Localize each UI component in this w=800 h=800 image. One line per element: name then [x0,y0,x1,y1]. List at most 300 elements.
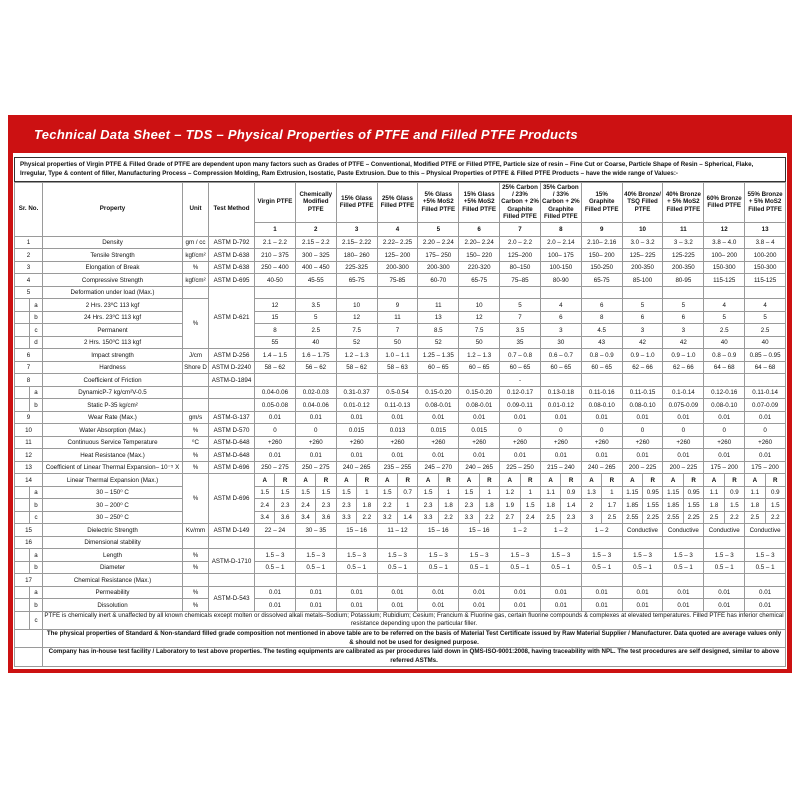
value-cell: 1.2 [500,486,520,499]
value-cell: 0.01 [377,449,418,462]
table-row [15,599,786,612]
value-cell: 0.01 [745,411,786,424]
annealed-header: A [418,474,438,487]
unannealed-header: R [438,474,458,487]
value-cell: 1.5 – 3 [336,549,377,562]
sr-letter: a [30,299,43,312]
value-cell: 115-125 [704,274,745,287]
unit-cell [183,399,209,412]
sr-letter: b [30,499,43,512]
unannealed-header: R [520,474,540,487]
value-cell: 0.01 [581,586,622,599]
unit-cell [183,536,209,549]
annealed-header: A [336,474,356,487]
property-cell: Compressive Strength [43,274,183,287]
value-cell: 1.5 [459,486,479,499]
method-cell: ASTM-G-137 [209,411,255,424]
sr-number: 2 [15,249,43,262]
table-row [15,611,786,629]
unannealed-header: R [683,474,703,487]
value-cell: 0.9 [561,486,581,499]
value-cell: 150-250 [581,261,622,274]
value-cell: Conductive [745,524,786,537]
value-cell: 220-320 [459,261,500,274]
value-cell: 0.01 [500,586,541,599]
value-cell: 0 [663,424,704,437]
value-cell: 40 [295,336,336,349]
value-cell: 1.1 [745,486,765,499]
table-row [15,411,786,424]
property-cell: Permeability [43,586,183,599]
sr-letter: a [30,549,43,562]
property-cell: 30 – 250⁰ C [43,511,183,524]
value-cell: 1.5 – 3 [500,549,541,562]
value-cell: 0.31-0.37 [336,386,377,399]
value-cell: 1.5 – 3 [540,549,581,562]
sr-number: 9 [15,411,43,424]
method-cell: ASTM D-570 [209,424,255,437]
unit-cell: Kv/mm [183,524,209,537]
value-cell: 6 [540,311,581,324]
value-cell: 55 [255,336,296,349]
column-number: 7 [500,222,541,236]
value-cell: 62 – 66 [622,361,663,374]
value-cell [295,374,336,387]
value-cell: 0.01 [540,411,581,424]
value-cell: 1.5 – 3 [663,549,704,562]
value-cell: 0.5 – 1 [581,561,622,574]
value-cell: 0 [540,424,581,437]
column-number: 8 [540,222,581,236]
value-cell: 245 – 270 [418,461,459,474]
value-cell: 65-75 [336,274,377,287]
table-row [15,361,786,374]
value-cell: 12 [336,311,377,324]
value-cell: 0.01 [459,411,500,424]
value-cell [540,536,581,549]
value-cell: 0.13-0.18 [540,386,581,399]
value-cell: 0.01 [622,449,663,462]
value-cell: 75-85 [377,274,418,287]
value-cell [418,574,459,587]
sr-number: 11 [15,436,43,449]
method-cell [209,574,255,587]
value-cell: 0.01 [663,411,704,424]
method-cell: ASTM D-792 [209,236,255,249]
value-cell: 100– 175 [540,249,581,262]
property-cell: 30 – 150⁰ C [43,486,183,499]
value-cell: 250 – 275 [295,461,336,474]
value-cell: 0.01 [255,449,296,462]
value-cell: 9 [377,299,418,312]
value-cell: 1.8 [438,499,458,512]
sr-number: 7 [15,361,43,374]
value-cell: Conductive [663,524,704,537]
sr-cell [15,586,30,599]
value-cell: +260 [500,436,541,449]
table-row [15,648,786,666]
value-cell [377,286,418,299]
value-cell: 0.01 [581,449,622,462]
sr-cell [15,499,30,512]
value-cell [663,574,704,587]
value-cell: 1.5 [724,499,744,512]
value-cell: 2.5 [602,511,622,524]
value-cell: 85-100 [622,274,663,287]
value-cell [295,574,336,587]
value-cell: 0.5 – 1 [336,561,377,574]
unit-cell: % [183,561,209,574]
value-cell: 0.01 [336,411,377,424]
value-cell: 0.5 – 1 [295,561,336,574]
value-cell: 1.5 [295,486,315,499]
property-cell: Length [43,549,183,562]
value-cell: 0.01 [295,449,336,462]
sr-cell [15,386,30,399]
document-body [8,115,792,673]
property-cell: Coefficient of Linear Thermal Expansion– 10⁻⁵ X [43,461,183,474]
sr-number: 16 [15,536,43,549]
value-cell: 7 [500,311,541,324]
value-cell: 1.2 – 1.3 [336,349,377,362]
table-row [15,424,786,437]
value-cell: 1.55 [643,499,663,512]
value-cell: 58 – 62 [255,361,296,374]
value-cell: 0.12-0.17 [500,386,541,399]
value-cell: 2.0 – 2.2 [500,236,541,249]
value-cell: 0.01 [663,449,704,462]
value-cell: 1.5 [520,499,540,512]
value-cell: 2.2 [377,499,397,512]
value-cell: 225-325 [336,261,377,274]
sr-cell [15,611,30,629]
value-cell: 5 [745,311,786,324]
value-cell: 0.01 [745,599,786,612]
value-cell: 0.1-0.14 [663,386,704,399]
method-cell: ASTM D-621 [209,286,255,349]
value-cell: 0.01 [704,449,745,462]
sr-cell [15,336,30,349]
table-row [15,386,786,399]
value-cell: 1.25 – 1.35 [418,349,459,362]
sr-cell [15,511,30,524]
value-cell: 200-300 [418,261,459,274]
annealed-header: A [581,474,601,487]
table-row [15,374,786,387]
value-cell [581,286,622,299]
value-cell [500,286,541,299]
unannealed-header: R [275,474,295,487]
value-cell: 64 – 68 [745,361,786,374]
table-row [15,436,786,449]
value-cell: 2.0 – 2.14 [540,236,581,249]
property-cell: Wear Rate (Max.) [43,411,183,424]
value-cell: 1 – 2 [581,524,622,537]
value-cell: 1 [397,499,417,512]
property-cell: Heat Resistance (Max.) [43,449,183,462]
method-cell: ASTM D-638 [209,261,255,274]
value-cell: 0.5-0.54 [377,386,418,399]
table-row [15,261,786,274]
value-cell: +260 [418,436,459,449]
value-cell: 1.85 [663,499,683,512]
value-cell: 2.20– 2.24 [459,236,500,249]
value-cell: 200-300 [377,261,418,274]
table-row [15,574,786,587]
column-number: 12 [704,222,745,236]
value-cell: 2.3 [561,511,581,524]
method-cell [209,399,255,412]
unit-cell: % [183,586,209,599]
method-cell: ASTM D-696 [209,474,255,524]
property-header: Property [43,182,183,236]
red-frame [8,153,792,673]
value-cell [377,574,418,587]
method-cell [209,386,255,399]
column-header: 40% Bronze + 5% MoS2 Filled PTFE [663,182,704,222]
value-cell: 8 [255,324,296,337]
value-cell: 1 – 2 [500,524,541,537]
value-cell: 15 – 16 [336,524,377,537]
value-cell [622,574,663,587]
value-cell: 0.5 – 1 [255,561,296,574]
value-cell: 2.55 [622,511,642,524]
value-cell [663,286,704,299]
table-row [15,336,786,349]
value-cell: 0.5 – 1 [622,561,663,574]
value-cell: 3.6 [275,511,295,524]
value-cell [295,286,336,299]
table-row [15,286,786,299]
value-cell: 0.01 [418,411,459,424]
method-cell: ASTM-D-1710 [209,549,255,574]
value-cell: 1.8 [357,499,377,512]
value-cell: 2.25 [643,511,663,524]
value-cell [255,574,296,587]
value-cell: 3 [663,324,704,337]
property-cell: Static P-35 kg/cm² [43,399,183,412]
value-cell: 10 [336,299,377,312]
value-cell: 0.9 – 1.0 [663,349,704,362]
value-cell [704,574,745,587]
value-cell: 0 [704,424,745,437]
unannealed-header: R [479,474,499,487]
value-cell: 0.01-0.12 [336,399,377,412]
value-cell [745,374,786,387]
value-cell: 0.01 [295,411,336,424]
sr-letter: b [30,399,43,412]
sr-number: 17 [15,574,43,587]
value-cell: 240 – 265 [581,461,622,474]
column-number: 13 [745,222,786,236]
value-cell: 0.01-0.12 [540,399,581,412]
unit-cell: % [183,261,209,274]
value-cell: 0.8 – 0.9 [581,349,622,362]
value-cell: 0.013 [377,424,418,437]
value-cell: 0.05-0.08 [255,399,296,412]
value-cell: 0.5 – 1 [663,561,704,574]
column-number: 4 [377,222,418,236]
value-cell: 1.5 – 3 [622,549,663,562]
column-number: 10 [622,222,663,236]
value-cell: 3.5 [500,324,541,337]
value-cell: +260 [581,436,622,449]
value-cell [745,536,786,549]
value-cell: +260 [704,436,745,449]
value-cell [336,286,377,299]
value-cell: 2.3 [316,499,336,512]
property-cell: Density [43,236,183,249]
value-cell: 11 [377,311,418,324]
column-header: 15% Glass Filled PTFE [336,182,377,222]
sr-cell [15,311,30,324]
value-cell: 2 [581,499,601,512]
property-cell: Tensile Strength [43,249,183,262]
value-cell: Conductive [704,524,745,537]
value-cell: 0.04-0.06 [255,386,296,399]
value-cell: 0 [500,424,541,437]
value-cell: 64 – 68 [704,361,745,374]
value-cell: 3 – 3.2 [663,236,704,249]
value-cell: 8.5 [418,324,459,337]
value-cell: 56 – 62 [295,361,336,374]
value-cell: 200 – 225 [663,461,704,474]
sr-cell [15,324,30,337]
value-cell: 3.3 [459,511,479,524]
value-cell [704,374,745,387]
value-cell: 2.3 [418,499,438,512]
sr-cell [15,399,30,412]
sr-cell [15,299,30,312]
value-cell: 1.8 [745,499,765,512]
value-cell: 0.11-0.14 [745,386,786,399]
value-cell: 2.2 [438,511,458,524]
column-header: 60% Bronze Filled PTFE [704,182,745,222]
value-cell: 0.5 – 1 [377,561,418,574]
value-cell: 2.7 [500,511,520,524]
value-cell: +260 [295,436,336,449]
value-cell: 11 – 12 [377,524,418,537]
value-cell: 40 [745,336,786,349]
value-cell [377,536,418,549]
method-cell: ASTM-D-1894 [209,374,255,387]
column-number: 1 [255,222,296,236]
value-cell: 3.8 – 4.0 [704,236,745,249]
value-cell: 1.5 [275,486,295,499]
value-cell [663,536,704,549]
value-cell: 62 – 66 [663,361,704,374]
value-cell: 0.01 [377,586,418,599]
sr-letter: c [30,324,43,337]
unit-cell: ⁰C [183,436,209,449]
value-cell: 0.01 [255,599,296,612]
value-cell: 1.4 [561,499,581,512]
value-cell: 0.7 – 0.8 [500,349,541,362]
value-cell: 125– 225 [622,249,663,262]
value-cell: 80–150 [500,261,541,274]
value-cell: 1.5 – 3 [459,549,500,562]
column-header: 35% Carbon / 33% Carbon + 2% Graphite Filled PTFE [542,183,580,221]
value-cell: 10 [459,299,500,312]
method-cell: ASTM D-2240 [209,361,255,374]
column-header: 25% Glass Filled PTFE [377,182,418,222]
value-cell: 210 – 375 [255,249,296,262]
value-cell: 0.01 [336,586,377,599]
property-cell: Dielectric Strength [43,524,183,537]
value-cell: 1.5 [255,486,275,499]
property-cell: Water Absorption (Max.) [43,424,183,437]
method-cell: ASTM D-149 [209,524,255,537]
value-cell: 200-350 [622,261,663,274]
table-row [15,499,786,512]
value-cell: 100-150 [540,261,581,274]
value-cell: 100-200 [745,249,786,262]
table-row [15,349,786,362]
value-cell [581,574,622,587]
value-cell: 2.15 – 2.2 [295,236,336,249]
value-cell: 2.3 [275,499,295,512]
value-cell: 0.5 – 1 [704,561,745,574]
value-cell: 2.3 [336,499,356,512]
unit-cell [183,286,209,299]
value-cell: 250 – 400 [255,261,296,274]
value-cell: 1.15 [622,486,642,499]
title-banner [8,115,792,153]
value-cell: 0.01 [377,411,418,424]
value-cell: 1.55 [683,499,703,512]
method-cell: ASTM-D-543 [209,586,255,611]
value-cell: 1.5 [316,486,336,499]
value-cell: 0.08-0.10 [581,399,622,412]
value-cell [336,536,377,549]
value-cell: 30 – 35 [295,524,336,537]
annealed-header: A [622,474,642,487]
table-row [15,549,786,562]
value-cell: 12 [459,311,500,324]
column-number: 3 [336,222,377,236]
value-cell: 2.4 [520,511,540,524]
value-cell: 4.5 [581,324,622,337]
value-cell [255,536,296,549]
value-cell [500,574,541,587]
unannealed-header: R [724,474,744,487]
value-cell: 60 – 65 [418,361,459,374]
value-cell: 50 [377,336,418,349]
value-cell: 43 [581,336,622,349]
property-cell: Chemical Resistance (Max.) [43,574,183,587]
value-cell: 40-50 [255,274,296,287]
column-header: Chemically Modified PTFE [295,182,336,222]
value-cell: 0.01 [581,411,622,424]
value-cell [459,374,500,387]
annealed-header: A [295,474,315,487]
value-cell: 0.01 [459,449,500,462]
value-cell: 2.2 [765,511,785,524]
value-cell: 0.01 [295,586,336,599]
value-cell [336,374,377,387]
value-cell: 15 – 16 [418,524,459,537]
value-cell: 42 [663,336,704,349]
value-cell: 1 [479,486,499,499]
value-cell: 0.01 [663,586,704,599]
value-cell: 0.01 [704,411,745,424]
value-cell: - [500,374,541,387]
value-cell [745,286,786,299]
method-cell [209,536,255,549]
value-cell: 60 – 65 [540,361,581,374]
column-number: 5 [418,222,459,236]
table-row [15,524,786,537]
